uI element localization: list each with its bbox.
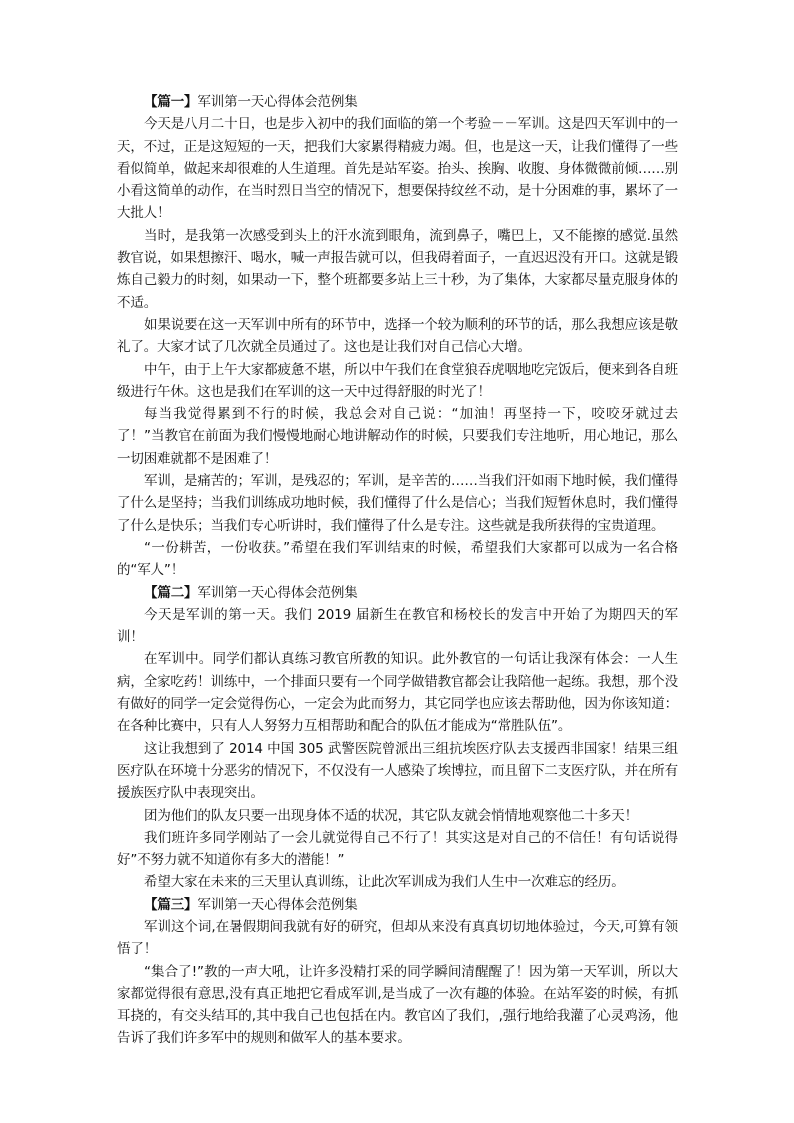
document-page xyxy=(117,91,678,1050)
section-3 xyxy=(117,894,678,1050)
section-1-title: 军训第一天心得体会范例集 xyxy=(197,94,358,110)
paragraph: 当时，是我第一次感受到头上的汗水流到眼角，流到鼻子，嘴巴上，又不能擦的感觉.虽然教官说，如果想擦汗、喝水，喊一声报告就可以，但我碍着面子，一直迟迟没有开口。这就是锻炼自己毅力的时刻，如果动一下，整个班都要多站上三十秒，为了集体，大家都尽量克服身体的不适。 xyxy=(117,227,678,311)
section-1 xyxy=(117,91,678,582)
paragraph: 团为他们的队友只要一出现身体不适的状况，其它队友就会悄情地观察他二十多天！ xyxy=(144,807,638,824)
section-3-tag: 【篇三】 xyxy=(144,896,198,913)
paragraph: 每当我觉得累到不行的时候，我总会对自己说：“加油！再坚持一下，咬咬牙就过去了！”当教官在前面为我们慢慢地耐心地讲解动作的时候，只要我们专注地听，用心地记，那么一切困难就都不是困难了！ xyxy=(117,406,678,467)
paragraph: “集合了!”教的一声大吼，让许多没精打采的同学瞬间清醒醒了！因为第一天军训，所以大家都觉得很有意思,没有真正地把它看成军训,是当成了一次有趣的体验。在站军姿的时候，有抓耳挠的，有交头结耳的,其中我自己也包括在内。教官凶了我们，,强行地给我灌了心灵鸡汤，他告诉了我们许多军中的规则和做军人的基本要求。 xyxy=(117,963,678,1047)
paragraph: 今天是八月二十日，也是步入初中的我们面临的第一个考验－－军训。这是四天军训中的一天，不过，正是这短短的一天，把我们大家累得精疲力竭。但，也是这一天，让我们懂得了一些看似简单，做起来却很难的人生道理。首先是站军姿。抬头、挨胸、收腹、身体微微前倾……别小看这简单的动作，在当时烈日当空的情况下，想要保持纹丝不动，是十分困难的事，累坏了一大批人！ xyxy=(117,116,678,222)
paragraph: 军训这个词,在暑假期间我就有好的研究，但却从来没有真真切切地体验过，今天,可算有领悟了！ xyxy=(117,918,678,958)
paragraph: “一份耕苦，一份收获。”希望在我们军训结束的时候，希望我们大家都可以成为一名合格的“军人”！ xyxy=(117,539,678,579)
section-2-tag: 【篇二】 xyxy=(144,584,198,601)
section-3-title: 军训第一天心得体会范例集 xyxy=(197,896,358,913)
paragraph: 这让我想到了 2014 中国 305 武警医院曾派出三组抗埃医疗队去支援西非国家！结果三组医疗队在环境十分恶劣的情况下，不仅没有一人感染了埃博拉，而且留下二支医疗队，并在所有援族医疗队中表现突出。 xyxy=(117,740,678,802)
section-3-heading xyxy=(117,894,678,916)
section-1-heading xyxy=(117,91,678,113)
paragraph: 我们班许多同学刚站了一会儿就觉得自己不行了！其实这是对自己的不信任！有句话说得好”不努力就不知道你有多大的潜能！” xyxy=(117,829,678,869)
paragraph: 今天是军训的第一天。我们 2019 届新生在教官和杨校长的发言中开始了为期四天的军训！ xyxy=(117,606,678,646)
section-1-tag: 【篇一】 xyxy=(144,94,198,110)
paragraph: 在军训中。同学们都认真练习教官所教的知识。此外教官的一句话让我深有体会：一人生病，全家吃药！训练中，一个排面只要有一个同学做错教官都会让我陪他一起练。我想，那个没有做好的同学一定会觉得伤心，一定会为此而努力，其它同学也应该去帮助他，因为你该知道：在各种比赛中，只有人人努努力互相帮助和配合的队伍才能成为“常胜队伍”。 xyxy=(117,651,678,735)
section-2-title: 军训第一天心得体会范例集 xyxy=(197,584,358,601)
section-2-heading xyxy=(117,582,678,604)
section-2 xyxy=(117,582,678,894)
paragraph: 希望大家在未来的三天里认真训练，让此次军训成为我们人生中一次难忘的经历。 xyxy=(144,874,625,891)
paragraph: 中午，由于上午大家都疲惫不堪，所以中午我们在食堂狼吞虎咽地吃完饭后，便来到各自班级进行午休。这也是我们在军训的这一天中过得舒服的时光了！ xyxy=(117,361,678,400)
paragraph: 军训，是痛苦的；军训，是残忍的；军训，是辛苦的……当我们汗如雨下地时候，我们懂得了什么是坚持；当我们训练成功地时候，我们懂得了什么是信心；当我们短暂休息时，我们懂得了什么是快乐；当我们专心听讲时，我们懂得了什么是专注。这些就是我所获得的宝贵道理。 xyxy=(117,473,678,534)
paragraph: 如果说要在这一天军训中所有的环节中，选择一个较为顺利的环节的话，那么我想应该是敬礼了。大家才试了几次就全员通过了。这也是让我们对自己信心大增。 xyxy=(117,316,678,356)
